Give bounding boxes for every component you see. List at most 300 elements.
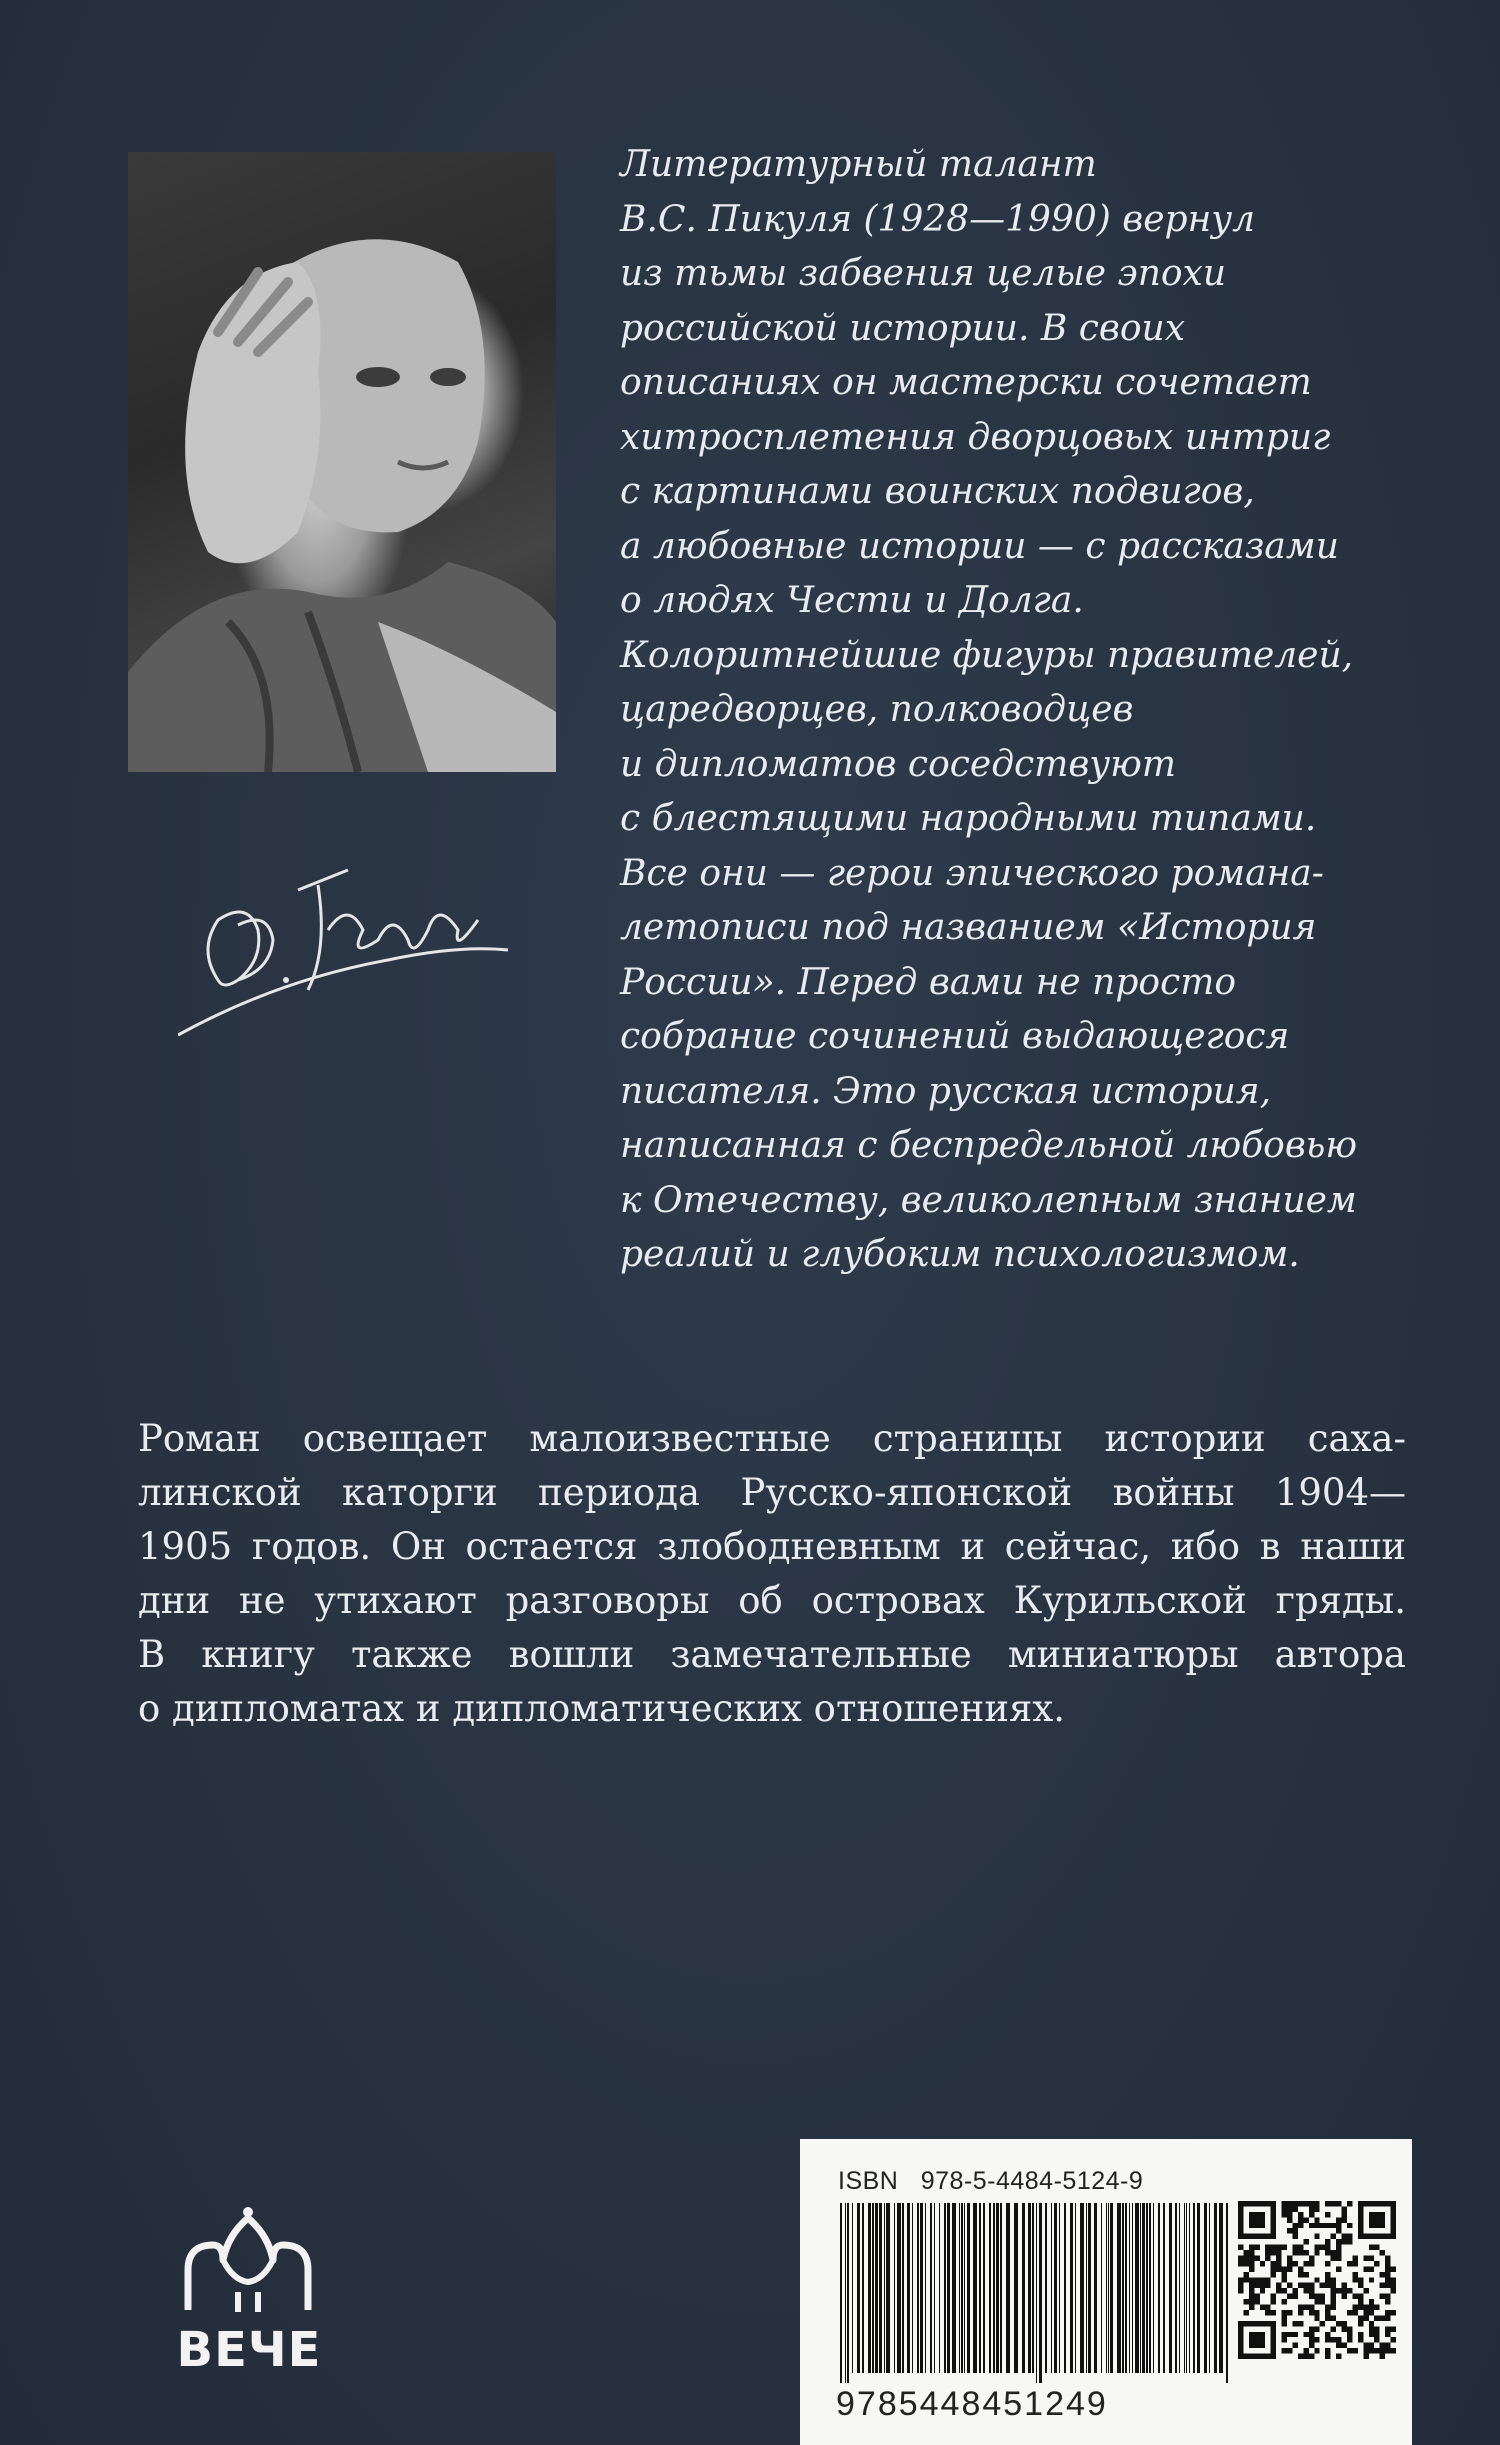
qr-module: [1325, 2315, 1330, 2320]
qr-module: [1358, 2223, 1363, 2228]
qr-module: [1374, 2326, 1379, 2331]
qr-module: [1271, 2294, 1276, 2299]
qr-module: [1282, 2212, 1287, 2217]
qr-module: [1282, 2299, 1287, 2304]
qr-module: [1385, 2332, 1390, 2337]
qr-module: [1271, 2321, 1276, 2326]
qr-module: [1271, 2332, 1276, 2337]
qr-module: [1292, 2206, 1297, 2211]
qr-module: [1303, 2250, 1308, 2255]
qr-module: [1309, 2212, 1314, 2217]
qr-module: [1342, 2234, 1347, 2239]
qr-module: [1265, 2283, 1270, 2288]
qr-module: [1380, 2250, 1385, 2255]
qr-module: [1260, 2261, 1265, 2266]
qr-module: [1282, 2321, 1287, 2326]
qr-module: [1271, 2206, 1276, 2211]
qr-module: [1249, 2337, 1254, 2342]
qr-module: [1265, 2201, 1270, 2206]
qr-module: [1374, 2337, 1379, 2342]
qr-module: [1254, 2343, 1259, 2348]
bio-line: и дипломатов соседствуют: [620, 743, 1177, 785]
qr-module: [1374, 2261, 1379, 2266]
qr-module: [1265, 2321, 1270, 2326]
qr-module: [1309, 2201, 1314, 2206]
qr-module: [1238, 2288, 1243, 2293]
qr-module: [1282, 2277, 1287, 2282]
qr-module: [1385, 2266, 1390, 2271]
qr-module: [1369, 2321, 1374, 2326]
qr-module: [1314, 2294, 1319, 2299]
barcode-bar: [1080, 2203, 1084, 2373]
qr-module: [1336, 2239, 1341, 2244]
qr-module: [1374, 2315, 1379, 2320]
qr-module: [1249, 2217, 1254, 2222]
qr-module: [1391, 2206, 1396, 2211]
qr-module: [1265, 2277, 1270, 2282]
barcode-bar: [1219, 2203, 1223, 2373]
qr-module: [1336, 2337, 1341, 2342]
qr-module: [1309, 2332, 1314, 2337]
qr-module: [1363, 2354, 1368, 2359]
qr-module: [1298, 2217, 1303, 2222]
qr-module: [1320, 2245, 1325, 2250]
qr-module: [1347, 2348, 1352, 2353]
qr-module: [1331, 2223, 1336, 2228]
barcode-bar: [1070, 2203, 1073, 2373]
barcode-bar: [1006, 2203, 1010, 2373]
qr-module: [1358, 2294, 1363, 2299]
qr-module: [1374, 2223, 1379, 2228]
qr-module: [1385, 2326, 1390, 2331]
qr-module: [1314, 2206, 1319, 2211]
qr-module: [1238, 2277, 1243, 2282]
qr-module: [1303, 2354, 1308, 2359]
qr-module: [1385, 2294, 1390, 2299]
qr-module: [1342, 2283, 1347, 2288]
barcode-bar: [1106, 2203, 1107, 2373]
qr-module: [1331, 2294, 1336, 2299]
qr-module: [1385, 2283, 1390, 2288]
qr-module: [1254, 2299, 1259, 2304]
qr-module: [1276, 2283, 1281, 2288]
barcode-bar: [875, 2203, 878, 2373]
barcode-bar: [983, 2203, 985, 2373]
qr-module: [1325, 2239, 1330, 2244]
qr-module: [1391, 2326, 1396, 2331]
qr-module: [1254, 2234, 1259, 2239]
qr-module: [1282, 2348, 1287, 2353]
barcode-bar: [917, 2203, 919, 2373]
qr-module: [1243, 2272, 1248, 2277]
qr-module: [1391, 2212, 1396, 2217]
barcode-bar: [1186, 2203, 1187, 2373]
qr-module: [1271, 2310, 1276, 2315]
book-synopsis-text: [138, 1412, 1406, 1736]
qr-module: [1309, 2288, 1314, 2293]
qr-module: [1342, 2294, 1347, 2299]
qr-module: [1265, 2305, 1270, 2310]
qr-module: [1282, 2272, 1287, 2277]
bio-line: России». Перед вами не просто: [620, 961, 1237, 1003]
qr-module: [1271, 2234, 1276, 2239]
author-signature: [178, 830, 538, 1050]
qr-module: [1254, 2245, 1259, 2250]
bio-line: летописи под названием «История: [620, 907, 1317, 948]
qr-module: [1292, 2294, 1297, 2299]
barcode-bar: [1153, 2203, 1154, 2373]
barcode-bar: [872, 2203, 874, 2373]
qr-module: [1287, 2332, 1292, 2337]
barcode-bar: [894, 2203, 895, 2373]
qr-module: [1374, 2348, 1379, 2353]
qr-module: [1249, 2294, 1254, 2299]
qr-module: [1363, 2343, 1368, 2348]
qr-module: [1254, 2201, 1259, 2206]
author-portrait-photo: [128, 152, 556, 772]
qr-module: [1320, 2294, 1325, 2299]
qr-module: [1271, 2261, 1276, 2266]
qr-module: [1347, 2261, 1352, 2266]
barcode-bar: [1059, 2203, 1060, 2373]
barcode-bar: [964, 2203, 965, 2373]
qr-module: [1325, 2332, 1330, 2337]
qr-module: [1309, 2223, 1314, 2228]
qr-module: [1336, 2288, 1341, 2293]
qr-module: [1347, 2223, 1352, 2228]
qr-module: [1380, 2223, 1385, 2228]
barcode-bar: [989, 2203, 991, 2373]
qr-module: [1347, 2201, 1352, 2206]
qr-module: [1298, 2305, 1303, 2310]
qr-module: [1303, 2261, 1308, 2266]
qr-module: [1260, 2212, 1265, 2217]
qr-module: [1243, 2321, 1248, 2326]
qr-module: [1342, 2206, 1347, 2211]
barcode-bar: [1125, 2203, 1127, 2373]
qr-module: [1391, 2277, 1396, 2282]
bio-line: Все они — герои эпического романа-: [620, 852, 1324, 894]
qr-module: [1374, 2332, 1379, 2337]
qr-module: [1260, 2201, 1265, 2206]
qr-module: [1260, 2332, 1265, 2337]
qr-module: [1238, 2206, 1243, 2211]
barcode-bar: [852, 2203, 853, 2373]
qr-module: [1303, 2272, 1308, 2277]
qr-module: [1238, 2261, 1243, 2266]
bio-line: написанная с беспредельной любовью: [620, 1125, 1358, 1166]
qr-module: [1358, 2228, 1363, 2233]
qr-module: [1238, 2343, 1243, 2348]
barcode-bar: [1197, 2203, 1200, 2373]
qr-module: [1385, 2201, 1390, 2206]
barcode-bar: [1179, 2203, 1180, 2373]
qr-module: [1380, 2283, 1385, 2288]
barcode-bar: [1108, 2203, 1109, 2373]
qr-module: [1385, 2343, 1390, 2348]
qr-module: [1358, 2217, 1363, 2222]
qr-module: [1358, 2206, 1363, 2211]
qr-module: [1391, 2217, 1396, 2222]
qr-module: [1369, 2245, 1374, 2250]
barcode-bar: [1110, 2203, 1113, 2373]
qr-module: [1271, 2228, 1276, 2233]
synopsis-line: 1905 годов. Он остается злободневным и сейчас, ибо в наши: [138, 1525, 1406, 1568]
barcode-bar: [1064, 2203, 1066, 2373]
qr-module: [1369, 2348, 1374, 2353]
barcode-bar: [912, 2203, 913, 2373]
qr-module: [1391, 2288, 1396, 2293]
qr-module: [1249, 2332, 1254, 2337]
barcode-bar: [1140, 2203, 1141, 2373]
bio-line: из тьмы забвения целые эпохи: [620, 253, 1227, 294]
qr-module: [1380, 2315, 1385, 2320]
barcode-bar: [1122, 2203, 1124, 2373]
qr-module: [1331, 2305, 1336, 2310]
barcode-bar: [979, 2203, 981, 2373]
qr-module: [1287, 2201, 1292, 2206]
qr-module: [1298, 2201, 1303, 2206]
bio-line: с картинами воинских подвигов,: [620, 471, 1255, 512]
qr-module: [1358, 2315, 1363, 2320]
qr-module: [1282, 2201, 1287, 2206]
qr-module: [1380, 2294, 1385, 2299]
qr-module: [1238, 2228, 1243, 2233]
qr-module: [1282, 2310, 1287, 2315]
qr-module: [1292, 2288, 1297, 2293]
qr-module: [1238, 2245, 1243, 2250]
qr-module: [1358, 2299, 1363, 2304]
barcode-bar: [1209, 2203, 1210, 2373]
qr-module: [1298, 2223, 1303, 2228]
qr-module: [1374, 2201, 1379, 2206]
qr-module: [1271, 2272, 1276, 2277]
qr-module: [1271, 2348, 1276, 2353]
barcode-bar: [897, 2203, 901, 2373]
qr-module: [1325, 2283, 1330, 2288]
qr-module: [1298, 2310, 1303, 2315]
qr-module: [1249, 2266, 1254, 2271]
synopsis-line: линской каторги периода Русско-японской войны 1904—: [138, 1471, 1406, 1514]
qr-module: [1363, 2348, 1368, 2353]
qr-module: [1238, 2217, 1243, 2222]
bio-line: реалий и глубоким психологизмом.: [620, 1234, 1300, 1275]
barcode-bar: [847, 2203, 849, 2383]
barcode-bar: [1204, 2203, 1207, 2373]
qr-module: [1298, 2212, 1303, 2217]
qr-module: [1238, 2212, 1243, 2217]
barcode-bar: [930, 2203, 932, 2373]
qr-module: [1303, 2217, 1308, 2222]
qr-module: [1380, 2343, 1385, 2348]
barcode-bar: [902, 2203, 904, 2373]
qr-module: [1287, 2261, 1292, 2266]
qr-module: [1303, 2305, 1308, 2310]
qr-module: [1282, 2332, 1287, 2337]
barcode-bar: [862, 2203, 864, 2373]
qr-module: [1287, 2310, 1292, 2315]
qr-module: [1325, 2250, 1330, 2255]
qr-module: [1325, 2245, 1330, 2250]
qr-module: [1238, 2321, 1243, 2326]
qr-module: [1298, 2321, 1303, 2326]
qr-module: [1342, 2217, 1347, 2222]
qr-module: [1292, 2245, 1297, 2250]
barcode-bar: [993, 2203, 995, 2373]
barcode-bar: [1226, 2203, 1228, 2383]
qr-module: [1320, 2283, 1325, 2288]
barcode-bar: [1014, 2203, 1018, 2373]
qr-module: [1260, 2354, 1265, 2359]
qr-module: [1243, 2277, 1248, 2282]
qr-module: [1380, 2348, 1385, 2353]
qr-module: [1309, 2206, 1314, 2211]
qr-module: [1271, 2201, 1276, 2206]
barcode-bar: [868, 2203, 871, 2373]
qr-module: [1276, 2266, 1281, 2271]
barcode-bar: [1169, 2203, 1172, 2373]
bio-line: с блестящими народными типами.: [620, 798, 1317, 839]
qr-module: [1265, 2354, 1270, 2359]
barcode-bar: [1193, 2203, 1195, 2373]
qr-module: [1331, 2283, 1336, 2288]
qr-module: [1374, 2234, 1379, 2239]
qr-module: [1309, 2305, 1314, 2310]
bio-line: российской истории. В своих: [620, 307, 1186, 349]
qr-module: [1358, 2212, 1363, 2217]
qr-module: [1358, 2321, 1363, 2326]
qr-code-icon: [1238, 2201, 1396, 2359]
qr-module: [1369, 2255, 1374, 2260]
qr-module: [1287, 2348, 1292, 2353]
qr-module: [1282, 2206, 1287, 2211]
qr-module: [1254, 2294, 1259, 2299]
qr-module: [1320, 2299, 1325, 2304]
qr-module: [1314, 2326, 1319, 2331]
barcode-bar: [907, 2203, 910, 2373]
bio-line: о людях Чести и Долга.: [620, 580, 1084, 621]
qr-module: [1260, 2223, 1265, 2228]
qr-module: [1369, 2201, 1374, 2206]
qr-module: [1298, 2354, 1303, 2359]
qr-module: [1352, 2255, 1357, 2260]
qr-module: [1249, 2354, 1254, 2359]
barcode-digits: 9785448451249: [836, 2385, 1108, 2423]
barcode-bar: [1117, 2203, 1121, 2373]
bio-line: В.С. Пикуля (1928—1990) вернул: [620, 198, 1256, 240]
qr-module: [1358, 2305, 1363, 2310]
qr-module: [1249, 2305, 1254, 2310]
qr-module: [1254, 2223, 1259, 2228]
qr-module: [1282, 2245, 1287, 2250]
qr-module: [1369, 2332, 1374, 2337]
barcode-bar: [1028, 2203, 1031, 2373]
qr-module: [1391, 2283, 1396, 2288]
qr-module: [1385, 2234, 1390, 2239]
qr-module: [1385, 2255, 1390, 2260]
qr-module: [1303, 2201, 1308, 2206]
qr-module: [1254, 2354, 1259, 2359]
qr-module: [1309, 2255, 1314, 2260]
qr-module: [1331, 2326, 1336, 2331]
qr-module: [1380, 2234, 1385, 2239]
qr-module: [1314, 2348, 1319, 2353]
bio-line: а любовные истории — с рассказами: [620, 525, 1339, 567]
qr-module: [1320, 2321, 1325, 2326]
qr-module: [1249, 2288, 1254, 2293]
qr-module: [1243, 2234, 1248, 2239]
qr-module: [1249, 2234, 1254, 2239]
qr-module: [1363, 2310, 1368, 2315]
barcode-bar: [944, 2203, 946, 2373]
qr-module: [1249, 2321, 1254, 2326]
qr-module: [1271, 2343, 1276, 2348]
qr-module: [1276, 2250, 1281, 2255]
qr-module: [1336, 2245, 1341, 2250]
qr-module: [1260, 2305, 1265, 2310]
qr-module: [1363, 2201, 1368, 2206]
qr-module: [1292, 2201, 1297, 2206]
qr-module: [1298, 2283, 1303, 2288]
qr-module: [1358, 2277, 1363, 2282]
barcode-bar: [1051, 2203, 1052, 2373]
qr-module: [1358, 2201, 1363, 2206]
barcode-icon: [836, 2203, 1236, 2383]
qr-module: [1287, 2266, 1292, 2271]
qr-module: [1342, 2321, 1347, 2326]
qr-module: [1303, 2283, 1308, 2288]
qr-module: [1380, 2201, 1385, 2206]
qr-module: [1298, 2245, 1303, 2250]
qr-module: [1271, 2299, 1276, 2304]
qr-module: [1385, 2310, 1390, 2315]
barcode-bar: [840, 2203, 842, 2383]
barcode-bar: [1189, 2203, 1190, 2373]
qr-module: [1331, 2255, 1336, 2260]
qr-module: [1352, 2277, 1357, 2282]
qr-module: [1380, 2217, 1385, 2222]
qr-module: [1385, 2277, 1390, 2282]
qr-module: [1249, 2261, 1254, 2266]
barcode-bar: [1135, 2203, 1139, 2373]
qr-module: [1254, 2321, 1259, 2326]
bio-line: описаниях он мастерски сочетает: [620, 362, 1312, 403]
qr-module: [1260, 2288, 1265, 2293]
barcode-bar: [1000, 2203, 1002, 2373]
barcode-bar: [857, 2203, 860, 2373]
barcode-bar: [1075, 2203, 1076, 2373]
qr-module: [1254, 2283, 1259, 2288]
synopsis-line: дни не утихают разговоры об островах Курильской гряды.: [138, 1579, 1406, 1622]
qr-module: [1238, 2354, 1243, 2359]
qr-module: [1287, 2294, 1292, 2299]
qr-module: [1303, 2348, 1308, 2353]
qr-module: [1347, 2239, 1352, 2244]
barcode-bar: [1158, 2203, 1160, 2373]
bio-line: царедворцев, полководцев: [620, 689, 1134, 730]
qr-module: [1292, 2321, 1297, 2326]
qr-module: [1260, 2234, 1265, 2239]
bio-line: к Отечеству, великолепным знанием: [620, 1179, 1357, 1221]
qr-module: [1325, 2201, 1330, 2206]
qr-module: [1287, 2206, 1292, 2211]
barcode-bar: [1045, 2203, 1047, 2373]
qr-module: [1254, 2212, 1259, 2217]
qr-module: [1238, 2255, 1243, 2260]
qr-module: [1243, 2250, 1248, 2255]
qr-module: [1254, 2332, 1259, 2337]
qr-module: [1347, 2332, 1352, 2337]
